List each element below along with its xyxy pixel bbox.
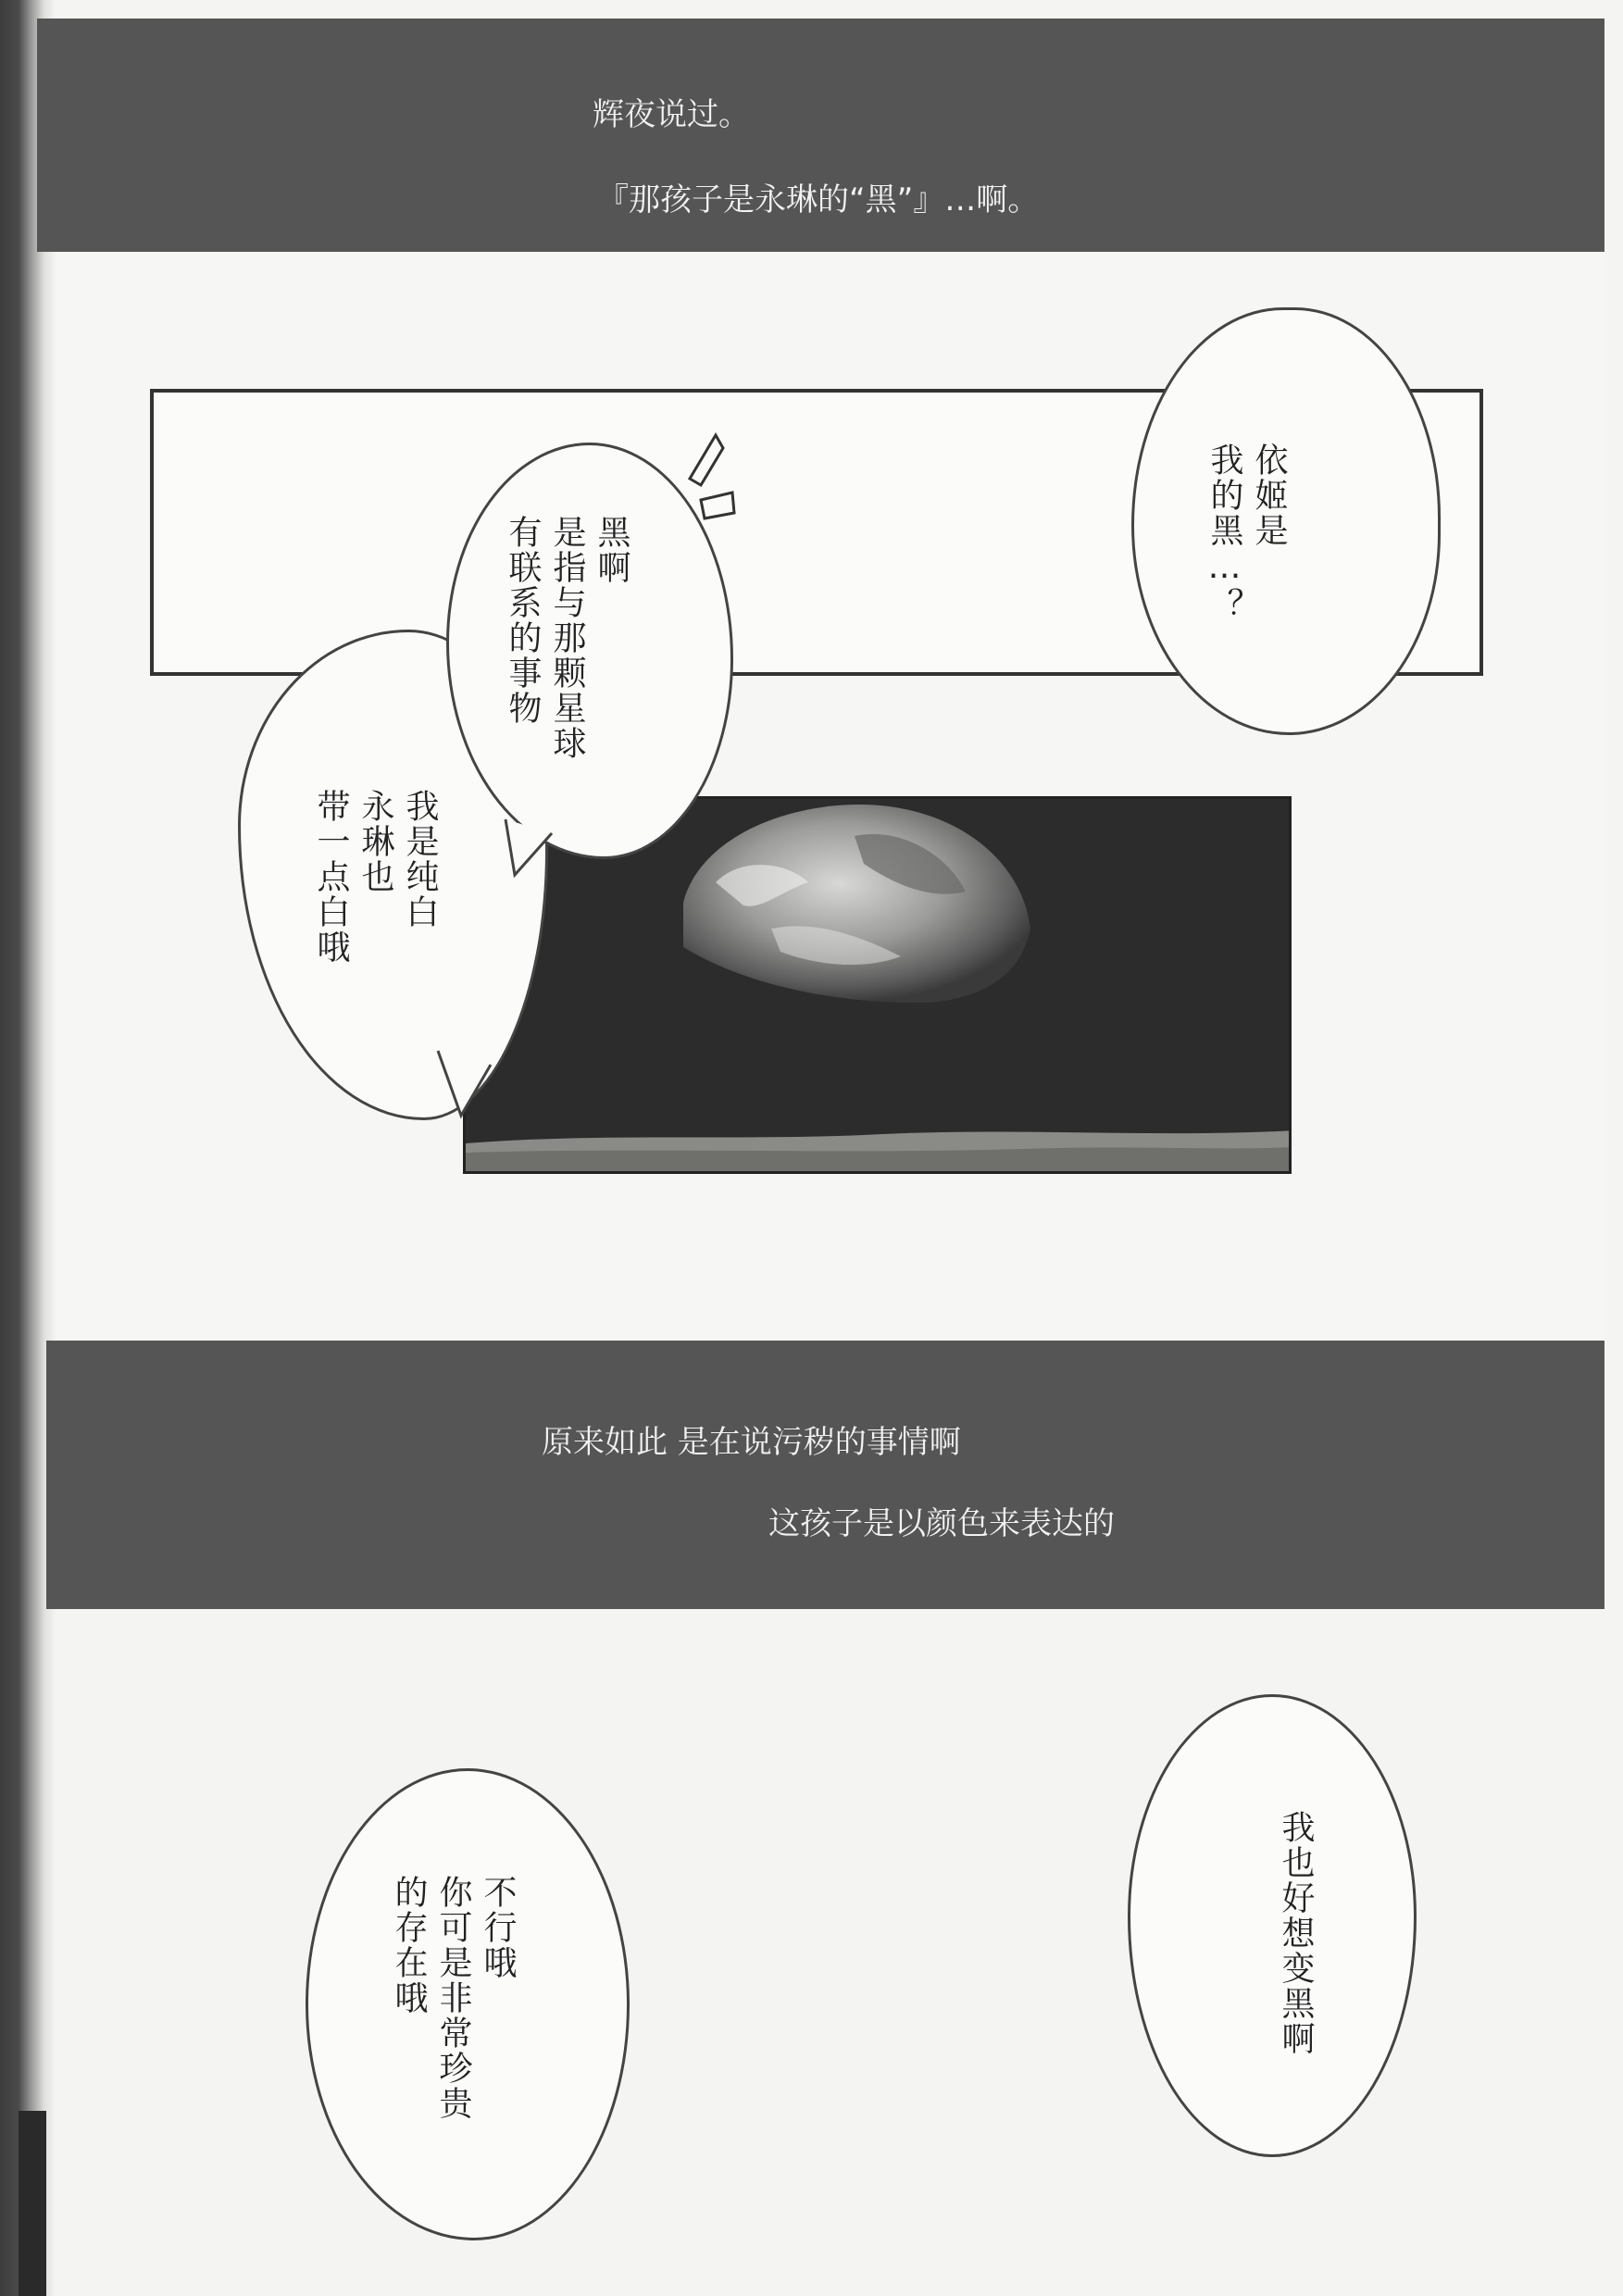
bubble-text-col: 我是纯白: [401, 789, 439, 930]
mid-caption-line2: 这孩子是以颜色来表达的: [768, 1505, 1115, 1542]
bubble-text-col: 我的黑…？: [1205, 443, 1243, 623]
bubble-text-col: 你可是非常珍贵: [434, 1875, 472, 2121]
mid-caption-band: [46, 1341, 1604, 1609]
bubble-text-col: 我也好想变黑啊: [1277, 1810, 1315, 2056]
bubble-tail: [496, 815, 561, 880]
bubble-text-col: 永琳也: [356, 789, 394, 894]
bubble-text-col: 的存在哦: [390, 1875, 428, 2015]
bubble-text-col: 依姬是: [1250, 443, 1288, 548]
book-spine-shadow: [0, 0, 56, 2296]
top-caption-line2: 『那孩子是永琳的“黑”』…啊。: [597, 181, 1040, 218]
bubble-text-col: 黑啊: [593, 515, 630, 585]
top-caption-line1: 辉夜说过。: [593, 96, 750, 133]
bubble-tail: [433, 1046, 498, 1120]
page-edge-mark: [19, 2111, 46, 2296]
bubble-text-col: 是指与那颗星球: [548, 515, 586, 761]
mid-caption-line1: 原来如此 是在说污秽的事情啊: [542, 1424, 961, 1461]
bubble-text-col: 带一点白哦: [312, 789, 350, 965]
bubble-text-col: 有联系的事物: [504, 515, 542, 726]
bubble-text-col: 不行哦: [479, 1875, 517, 1980]
